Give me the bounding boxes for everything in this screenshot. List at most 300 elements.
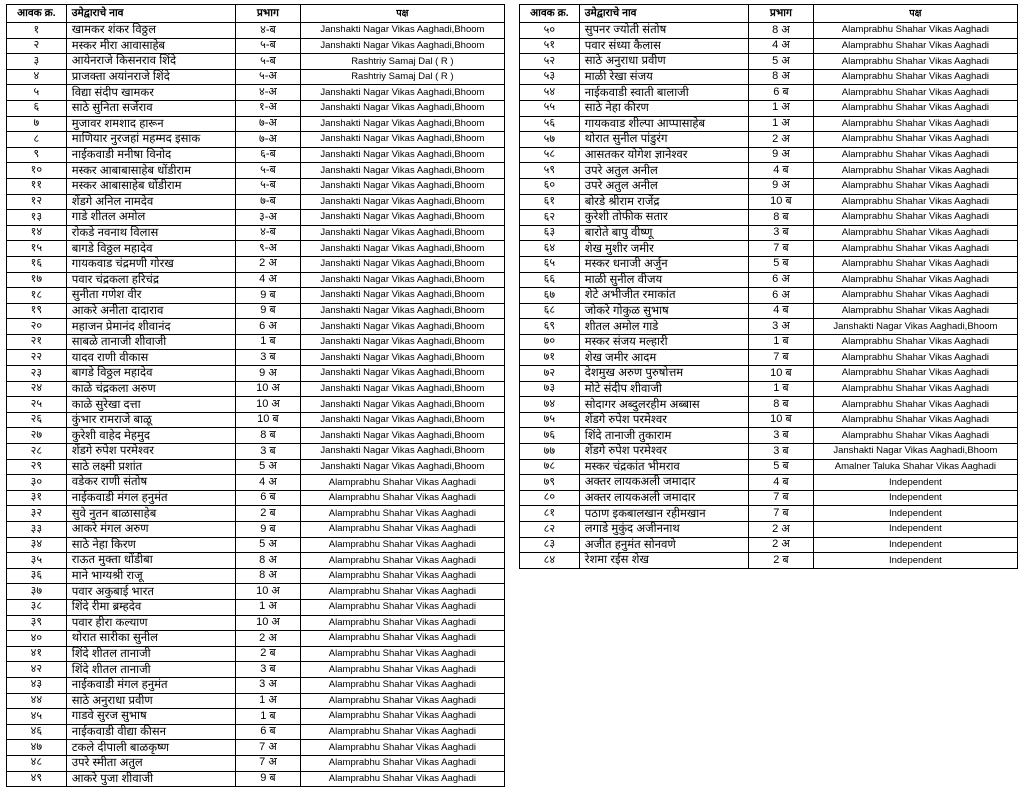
table-row [520,100,1018,116]
table-header-left [7,5,505,23]
candidate-sr: ७७ [520,444,580,460]
candidate-party: Independent [813,522,1017,538]
candidate-sr: ६९ [520,319,580,335]
candidate-party: Alamprabhu Shahar Vikas Aaghadi [300,490,504,506]
candidate-name: उपरे स्मीता अतुल [66,755,235,771]
candidate-party: Janshakti Nagar Vikas Aaghadi,Bhoom [300,163,504,179]
candidate-party: Alamprabhu Shahar Vikas Aaghadi [813,256,1017,272]
candidate-party: Alamprabhu Shahar Vikas Aaghadi [813,397,1017,413]
candidate-ward: 3 ब [236,662,301,678]
candidate-party: Janshakti Nagar Vikas Aaghadi,Bhoom [300,303,504,319]
candidate-sr: ८० [520,490,580,506]
candidate-name: शेख जमीर आदम [579,350,748,366]
candidate-sr: १२ [7,194,67,210]
candidate-party: Janshakti Nagar Vikas Aaghadi,Bhoom [300,225,504,241]
candidate-name: शेंडगे रुपेश परमेश्वर [579,444,748,460]
table-row [7,132,505,148]
candidate-name: आयेनराजे किसनराव शिंदे [66,54,235,70]
candidate-name: शेंडगे रुपेश परमेश्वर [579,412,748,428]
candidate-name: साठे सुनिता सर्जेराव [66,100,235,116]
candidate-party: Alamprabhu Shahar Vikas Aaghadi [300,615,504,631]
table-row [7,444,505,460]
candidate-sr: ७ [7,116,67,132]
candidate-sr: ५९ [520,163,580,179]
candidate-ward: ५-ब [236,38,301,54]
table-row [7,397,505,413]
candidate-sr: ८१ [520,506,580,522]
candidate-name: थोरात सुनील पांडुरंग [579,132,748,148]
candidate-party: Alamprabhu Shahar Vikas Aaghadi [300,662,504,678]
table-row [520,241,1018,257]
candidate-sr: १३ [7,210,67,226]
candidate-name: नाईकवाडी स्वाती बालाजी [579,85,748,101]
candidate-ward: 8 ब [749,210,814,226]
candidate-name: सुवे नुतन बाळासाहेब [66,506,235,522]
table-row [7,225,505,241]
candidate-name: गाडवे सुरज सुभाष [66,709,235,725]
candidate-party: Janshakti Nagar Vikas Aaghadi,Bhoom [300,459,504,475]
candidate-party: Alamprabhu Shahar Vikas Aaghadi [813,350,1017,366]
candidate-party: Rashtriy Samaj Dal ( R ) [300,69,504,85]
table-row [520,350,1018,366]
candidate-name: काळे चंद्रकला अरुण [66,381,235,397]
candidate-sr: २९ [7,459,67,475]
candidate-ward: 3 ब [749,428,814,444]
candidate-ward: 9 ब [236,771,301,787]
candidate-party: Janshakti Nagar Vikas Aaghadi,Bhoom [300,334,504,350]
candidate-ward: 9 अ [236,366,301,382]
candidate-name: कुरेशी तोफीक सतार [579,210,748,226]
candidate-name: यादव राणी वीकास [66,350,235,366]
candidate-sr: २५ [7,397,67,413]
candidate-ward: 6 ब [236,724,301,740]
table-row [7,646,505,662]
table-row [7,54,505,70]
table-row [520,210,1018,226]
table-row [7,194,505,210]
candidate-party: Janshakti Nagar Vikas Aaghadi,Bhoom [300,210,504,226]
candidate-party: Independent [813,506,1017,522]
table-row [7,724,505,740]
table-row [7,662,505,678]
table-row [7,693,505,709]
candidate-ward: 8 अ [236,568,301,584]
table-row [7,490,505,506]
candidate-sr: ५१ [520,38,580,54]
candidate-name: आकरे मंगल अरुण [66,522,235,538]
candidate-party: Alamprabhu Shahar Vikas Aaghadi [813,147,1017,163]
candidate-ward: 4 ब [749,163,814,179]
table-row [520,553,1018,569]
candidate-name: महाजन प्रेमानंद शीवानंद [66,319,235,335]
table-row [7,584,505,600]
candidate-ward: 5 अ [749,54,814,70]
candidate-sr: ६३ [520,225,580,241]
candidate-party: Alamprabhu Shahar Vikas Aaghadi [813,132,1017,148]
candidate-name: मोटे संदीप शीवाजी [579,381,748,397]
candidate-party: Alamprabhu Shahar Vikas Aaghadi [813,303,1017,319]
table-row [520,490,1018,506]
table-row [7,100,505,116]
table-row [7,615,505,631]
candidate-party: Janshakti Nagar Vikas Aaghadi,Bhoom [300,350,504,366]
table-row [7,38,505,54]
table-row [7,69,505,85]
candidate-party: Janshakti Nagar Vikas Aaghadi,Bhoom [300,256,504,272]
candidate-sr: १८ [7,288,67,304]
table-row [520,522,1018,538]
header-row [520,5,1018,23]
candidate-sr: ७८ [520,459,580,475]
candidate-sr: ७६ [520,428,580,444]
candidate-party: Alamprabhu Shahar Vikas Aaghadi [813,194,1017,210]
table-row [520,178,1018,194]
candidate-sr: ३८ [7,599,67,615]
candidate-name: साठे अनुराधा प्रवीण [66,693,235,709]
candidate-name: शीतल अमोल गाडे [579,319,748,335]
table-row [7,568,505,584]
candidate-ward: ५-ब [236,54,301,70]
candidate-sr: २१ [7,334,67,350]
candidate-sr: ८४ [520,553,580,569]
candidate-ward: 10 अ [236,381,301,397]
candidate-ward: 7 ब [749,490,814,506]
candidate-party: Alamprabhu Shahar Vikas Aaghadi [813,412,1017,428]
candidate-party: Alamprabhu Shahar Vikas Aaghadi [813,288,1017,304]
candidate-name: मस्कर आबासाहेब धोंडीराम [66,178,235,194]
candidates-table-left [6,4,505,787]
candidate-sr: ३४ [7,537,67,553]
candidate-party: Janshakti Nagar Vikas Aaghadi,Bhoom [300,272,504,288]
candidate-name: माळी सुनील वीजय [579,272,748,288]
candidate-sr: १० [7,163,67,179]
candidate-name: बागडे विठ्ठल महादेव [66,241,235,257]
candidate-sr: ५७ [520,132,580,148]
candidate-sr: ७४ [520,397,580,413]
candidate-sr: २८ [7,444,67,460]
candidate-sr: ३ [7,54,67,70]
candidate-party: Janshakti Nagar Vikas Aaghadi,Bhoom [300,397,504,413]
candidate-ward: 3 ब [749,225,814,241]
candidate-sr: २७ [7,428,67,444]
table-row [520,537,1018,553]
candidate-name: साठे नेहा किरण [66,537,235,553]
table-row [7,381,505,397]
candidate-ward: 10 ब [749,366,814,382]
table-row [7,163,505,179]
candidate-name: मस्कर मीरा आवासाहेब [66,38,235,54]
candidate-party: Independent [813,490,1017,506]
candidate-name: साठे लक्ष्मी प्रशांत [66,459,235,475]
table-row [7,631,505,647]
table-row [7,116,505,132]
candidate-name: देशमुख अरुण पुरुषोत्तम [579,366,748,382]
candidate-ward: 9 अ [749,147,814,163]
candidate-party: Janshakti Nagar Vikas Aaghadi,Bhoom [300,23,504,39]
candidate-ward: 7 ब [749,506,814,522]
candidate-name: साबळे तानाजी शीवाजी [66,334,235,350]
table-row [7,272,505,288]
candidate-name: गाडे शीतल अमोल [66,210,235,226]
candidate-party: Alamprabhu Shahar Vikas Aaghadi [813,100,1017,116]
candidate-sr: ३३ [7,522,67,538]
table-row [520,69,1018,85]
candidate-party: Alamprabhu Shahar Vikas Aaghadi [813,210,1017,226]
candidate-name: बागडे विठ्ठल महादेव [66,366,235,382]
table-row [7,241,505,257]
table-row [7,412,505,428]
candidate-ward: 5 ब [749,459,814,475]
candidate-name: माणियार नुरजहां महम्मद इसाक [66,132,235,148]
candidate-party: Alamprabhu Shahar Vikas Aaghadi [813,23,1017,39]
candidate-name: गायकवाड शील्पा आप्पासाहेब [579,116,748,132]
table-row [520,132,1018,148]
candidate-sr: ३० [7,475,67,491]
candidate-name: साठे नेहा कीरण [579,100,748,116]
table-row [520,412,1018,428]
table-row [520,116,1018,132]
candidate-party: Alamprabhu Shahar Vikas Aaghadi [813,225,1017,241]
candidate-sr: ३१ [7,490,67,506]
candidate-name: नाईकवाडी मंगल हनुमंत [66,490,235,506]
candidate-ward: 4 अ [236,475,301,491]
candidate-sr: ५८ [520,147,580,163]
candidate-ward: ४-अ [236,85,301,101]
candidate-party: Alamprabhu Shahar Vikas Aaghadi [300,771,504,787]
candidate-name: शेंडगे अनिल नामदेव [66,194,235,210]
candidate-ward: 6 अ [236,319,301,335]
table-row [520,194,1018,210]
candidate-name: टकले दीपाली बाळकृष्ण [66,740,235,756]
candidate-name: शिंदे तानाजी तुकाराम [579,428,748,444]
candidate-name: मस्कर धनाजी अर्जुन [579,256,748,272]
candidate-ward: ५-ब [236,178,301,194]
candidate-name: रोकडे नवनाथ विलास [66,225,235,241]
candidate-party: Alamprabhu Shahar Vikas Aaghadi [300,755,504,771]
candidate-ward: 10 ब [749,194,814,210]
candidate-name: पवार हीरा कल्याण [66,615,235,631]
column-header-ward: प्रभाग [236,5,301,23]
candidate-sr: ११ [7,178,67,194]
candidate-party: Janshakti Nagar Vikas Aaghadi,Bhoom [813,319,1017,335]
candidate-sr: ५२ [520,54,580,70]
candidate-party: Alamprabhu Shahar Vikas Aaghadi [300,584,504,600]
candidate-ward: 6 अ [749,272,814,288]
candidate-ward: 6 अ [749,288,814,304]
candidate-ward: 10 ब [236,412,301,428]
candidate-sr: ९ [7,147,67,163]
table-row [7,459,505,475]
candidate-ward: ६-ब [236,147,301,163]
table-row [7,677,505,693]
candidate-name: पवार अकुबाई भारत [66,584,235,600]
candidate-sr: ५४ [520,85,580,101]
candidate-name: माळी रेखा संजय [579,69,748,85]
candidate-sr: ४३ [7,677,67,693]
candidate-party: Alamprabhu Shahar Vikas Aaghadi [300,475,504,491]
candidate-sr: ६७ [520,288,580,304]
column-header-party: पक्ष [300,5,504,23]
candidate-party: Alamprabhu Shahar Vikas Aaghadi [300,599,504,615]
candidate-name: कुरेशी वाहेद मेहमुद [66,428,235,444]
candidate-name: कुंभार रामराजे बाळू [66,412,235,428]
candidate-party: Alamprabhu Shahar Vikas Aaghadi [300,568,504,584]
candidate-name: शेख मुशीर जमीर [579,241,748,257]
table-row [7,522,505,538]
table-row [520,444,1018,460]
table-row [7,537,505,553]
candidate-sr: ६१ [520,194,580,210]
candidate-name: पवार चंद्रकला हरिचंद्र [66,272,235,288]
table-row [520,381,1018,397]
table-row [7,288,505,304]
table-row [520,288,1018,304]
candidate-name: नाईकवाडी मनीषा विनोद [66,147,235,163]
candidate-ward: 9 ब [236,522,301,538]
candidate-sr: ४ [7,69,67,85]
candidate-party: Janshakti Nagar Vikas Aaghadi,Bhoom [300,147,504,163]
candidate-name: राऊत मुक्ता धोंडीबा [66,553,235,569]
candidate-ward: 7 ब [749,241,814,257]
candidate-sr: २ [7,38,67,54]
table-row [520,303,1018,319]
candidate-party: Janshakti Nagar Vikas Aaghadi,Bhoom [300,100,504,116]
candidate-ward: 4 ब [749,303,814,319]
candidate-ward: 2 अ [236,256,301,272]
candidate-name: सोदागर अब्दुलरहीम अब्बास [579,397,748,413]
candidate-party: Alamprabhu Shahar Vikas Aaghadi [813,178,1017,194]
candidate-sr: ८ [7,132,67,148]
candidate-sr: ६५ [520,256,580,272]
candidate-party: Alamprabhu Shahar Vikas Aaghadi [813,85,1017,101]
candidate-party: Independent [813,537,1017,553]
candidates-table-right [519,4,1018,569]
candidate-sr: ७१ [520,350,580,366]
candidate-sr: १६ [7,256,67,272]
candidate-party: Janshakti Nagar Vikas Aaghadi,Bhoom [300,116,504,132]
candidate-party: Janshakti Nagar Vikas Aaghadi,Bhoom [300,319,504,335]
candidate-party: Alamprabhu Shahar Vikas Aaghadi [300,631,504,647]
candidate-ward: ५-ब [236,163,301,179]
candidate-sr: ४८ [7,755,67,771]
candidate-sr: ५६ [520,116,580,132]
candidate-sr: ४१ [7,646,67,662]
candidate-sr: ५० [520,23,580,39]
candidate-party: Alamprabhu Shahar Vikas Aaghadi [300,537,504,553]
candidate-ward: 8 अ [236,553,301,569]
candidate-sr: ६८ [520,303,580,319]
table-body-left [7,23,505,787]
candidate-sr: ४७ [7,740,67,756]
candidate-name: बोरडे श्रीराम राजेंद्र [579,194,748,210]
candidate-name: काळे सुरेखा दत्ता [66,397,235,413]
candidate-sr: ६४ [520,241,580,257]
table-header-right [520,5,1018,23]
candidate-party: Alamprabhu Shahar Vikas Aaghadi [300,709,504,725]
candidate-ward: 5 अ [236,537,301,553]
table-row [7,334,505,350]
candidate-party: Alamprabhu Shahar Vikas Aaghadi [813,38,1017,54]
table-row [7,506,505,522]
candidate-ward: 9 अ [749,178,814,194]
candidate-name: लगाडे मुकुंद अजीननाथ [579,522,748,538]
column-header-sr: आवक क्र. [7,5,67,23]
candidate-name: उपरे अतुल अनील [579,163,748,179]
table-row [520,147,1018,163]
table-row [520,272,1018,288]
candidate-ward: 7 अ [236,740,301,756]
candidate-ward: 4 ब [749,475,814,491]
candidate-ward: 6 ब [749,85,814,101]
candidate-party: Alamprabhu Shahar Vikas Aaghadi [813,116,1017,132]
table-row [7,210,505,226]
column-header-party: पक्ष [813,5,1017,23]
table-row [520,225,1018,241]
candidate-party: Janshakti Nagar Vikas Aaghadi,Bhoom [300,288,504,304]
candidate-ward: 7 ब [749,350,814,366]
candidate-party: Alamprabhu Shahar Vikas Aaghadi [300,553,504,569]
candidate-party: Rashtriy Samaj Dal ( R ) [300,54,504,70]
candidate-ward: 9 ब [236,288,301,304]
table-row [520,397,1018,413]
candidate-ward: 5 ब [749,256,814,272]
candidate-party: Janshakti Nagar Vikas Aaghadi,Bhoom [300,366,504,382]
candidate-ward: 1 अ [749,116,814,132]
candidate-party: Alamprabhu Shahar Vikas Aaghadi [813,428,1017,444]
candidate-ward: 3 ब [749,444,814,460]
table-row [520,256,1018,272]
candidate-sr: ३९ [7,615,67,631]
candidate-sr: ७३ [520,381,580,397]
candidate-sr: १४ [7,225,67,241]
candidate-name: गायकवाड चंद्रमणी गोरख [66,256,235,272]
candidate-name: शेटे अभीजीत रमाकांत [579,288,748,304]
table-row [520,334,1018,350]
candidate-name: थोरात सारीका सुनील [66,631,235,647]
candidate-sr: ३७ [7,584,67,600]
candidate-name: खामकर शंकर विठ्ठल [66,23,235,39]
candidate-name: आकरे अनीता दादाराव [66,303,235,319]
candidate-ward: 8 अ [749,23,814,39]
candidate-ward: 1 अ [236,693,301,709]
candidate-ward: 4 अ [749,38,814,54]
table-row [520,38,1018,54]
candidate-name: आकरे पुजा शीवाजी [66,771,235,787]
candidate-name: माने भाग्यश्री राजू [66,568,235,584]
candidate-party: Janshakti Nagar Vikas Aaghadi,Bhoom [300,412,504,428]
table-row [520,85,1018,101]
candidate-ward: 10 अ [236,615,301,631]
candidate-party: Independent [813,553,1017,569]
candidate-sr: १५ [7,241,67,257]
table-row [520,23,1018,39]
table-row [520,459,1018,475]
candidate-party: Alamprabhu Shahar Vikas Aaghadi [813,69,1017,85]
candidate-sr: ६६ [520,272,580,288]
candidate-ward: 2 अ [749,522,814,538]
candidate-ward: 9 ब [236,303,301,319]
table-row [520,506,1018,522]
candidate-name: पठाण इकबालखान रहीमखान [579,506,748,522]
candidate-party: Alamprabhu Shahar Vikas Aaghadi [300,693,504,709]
table-row [7,303,505,319]
table-row [7,755,505,771]
table-row [7,740,505,756]
candidate-ward: ४-ब [236,23,301,39]
candidate-ward: १-अ [236,100,301,116]
table-row [7,428,505,444]
candidate-ward: 1 ब [749,381,814,397]
